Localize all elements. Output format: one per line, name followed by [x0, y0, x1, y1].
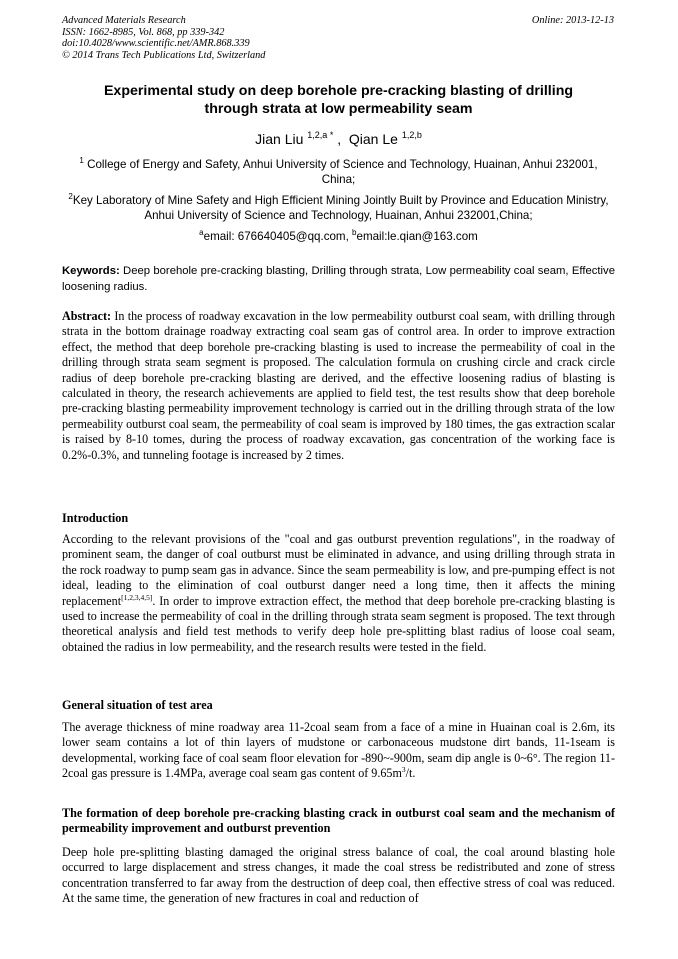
formation-paragraph: Deep hole pre-splitting blasting damaged the original stress balance of coal, the coal around blasting hole occurred to large displacement and stress changes, it made the coal stress be redistributed and zone of stress concentration transferred to far away from the destruction of deep coal, then effective stress of coal was reduced. At the same time, the generation of new fractures in coal and reduction of — [62, 845, 615, 906]
author-name: Jian Liu — [255, 131, 304, 147]
affiliation-1 — [62, 157, 615, 187]
author-list — [62, 130, 615, 148]
affiliation-2 — [62, 193, 615, 223]
email-mark: a — [199, 228, 204, 237]
email-line — [62, 229, 615, 244]
journal-doi: doi:10.4028/www.scientific.net/AMR.868.339 — [62, 38, 250, 50]
affiliation-mark: 1 — [79, 156, 84, 165]
title-line-1: Experimental study on deep borehole pre-cracking blasting of drilling — [103, 83, 574, 99]
introduction-text: According to the relevant provisions of the "coal and gas outburst prevention regulations", in the roadway of prominent seam, the danger of coal outburst must be eliminated in advance, and using drilling through strata in the rock roadway to pump seam gas in advance. Since the seam permeability is low, and pre-pumping effect is not ideal, leading to the elimination of coal outburst danger need a long time, then it affects the mining replacement — [62, 532, 615, 608]
keywords-label: Keywords: — [62, 265, 120, 277]
online-date: Online: 2013-12-13 — [531, 15, 614, 26]
journal-copyright: © 2014 Trans Tech Publications Ltd, Switzerland — [62, 49, 266, 61]
keywords-text: Deep borehole pre-cracking blasting, Drilling through strata, Low permeability coal seam, Effective loosening radius. — [62, 265, 615, 293]
general-situation-heading: General situation of test area — [62, 698, 213, 712]
email-b: email:le.qian@163.com — [356, 230, 478, 243]
journal-header — [62, 15, 265, 61]
abstract-text: In the process of roadway excavation in the low permeability outburst coal seam, with drilling through strata in the bottom drainage roadway extracting coal seam gas of control area. In order to improve extraction effect, the method that deep borehole pre-cracking blasting is used to increase the permeability of coal in the drilling through strata seam segment is proposed. The calculation formula on crushing circle and crack circle radius of deep borehole pre-cracking blasting are derived, and the effective loosening radius of blasting is calculated in theory, the research achievements are applied to field test, the test results show that deep borehole pre-cracking blasting permeability improvement technology is carried out in the drilling through strata of the low permeability outburst coal seam, the permeability of coal seam is improved by 180 times, the gas extraction scalar is raised by 8-10 tomes, during the process of roadway excavation, gas concentration of the working face is 0.2%-0.3%, and tunneling footage is increased by 2 times. — [62, 309, 615, 462]
affiliation-mark: 2 — [68, 192, 73, 201]
affiliation-text: Key Laboratory of Mine Safety and High Efficient Mining Jointly Built by Province and Education Ministry, Anhui University of Science and Technology, Huainan, Anhui 232001,China; — [72, 194, 609, 223]
general-text-cont: /t. — [405, 766, 416, 781]
abstract-label: Abstract: — [62, 309, 112, 323]
superscript: 3 — [401, 765, 406, 775]
title-line-2: through strata at low permeability seam — [204, 101, 473, 117]
formation-heading: The formation of deep borehole pre-cracking blasting crack in outburst coal seam and the mechanism of permeability improvement and outburst prevention — [62, 806, 615, 836]
general-text: The average thickness of mine roadway area 11-2coal seam from a face of a mine in Huainan coal is 2.6m, its lower seam contains a lot of thin layers of mudstone or carbonaceous mudstone dirt bands, 11-1seam is developmental, working face of coal seam floor elevation for -890~-900m, seam dip angle is 0~6°. The region 11-2coal gas pressure is 1.4MPa, average coal seam gas content of 9.65m — [62, 720, 615, 781]
author-separator: , — [333, 131, 349, 147]
author-name: Qian Le — [348, 131, 398, 147]
citation: [1,2,3,4,5] — [121, 592, 153, 602]
introduction-text-cont: . In order to improve extraction effect, the method that deep borehole pre-cracking blasting is used to increase the permeability of coal in the drilling through strata seam segment is proposed. The text through theoretical analysis and field test methods to verify deep hole pre-splitting blast radius of loose coal seam, obtained the radius in low permeability, and the research results were tested in the field. — [62, 593, 615, 654]
journal-issn: ISSN: 1662-8985, Vol. 868, pp 339-342 — [62, 26, 225, 38]
journal-name: Advanced Materials Research — [62, 15, 186, 26]
general-situation-paragraph — [62, 720, 615, 782]
email-mark: b — [352, 228, 357, 237]
introduction-heading: Introduction — [62, 511, 129, 525]
abstract — [62, 309, 615, 463]
paper-title — [62, 82, 615, 118]
keywords — [62, 264, 615, 295]
author-affiliation-mark: 1,2,a * — [307, 130, 334, 140]
affiliation-text: College of Energy and Safety, Anhui University of Science and Technology, Huainan, Anhui 232001, China; — [87, 158, 598, 187]
author-affiliation-mark: 1,2,b — [401, 130, 422, 140]
introduction-paragraph — [62, 532, 615, 655]
email-a: email: 676640405@qq.com, — [203, 230, 353, 243]
